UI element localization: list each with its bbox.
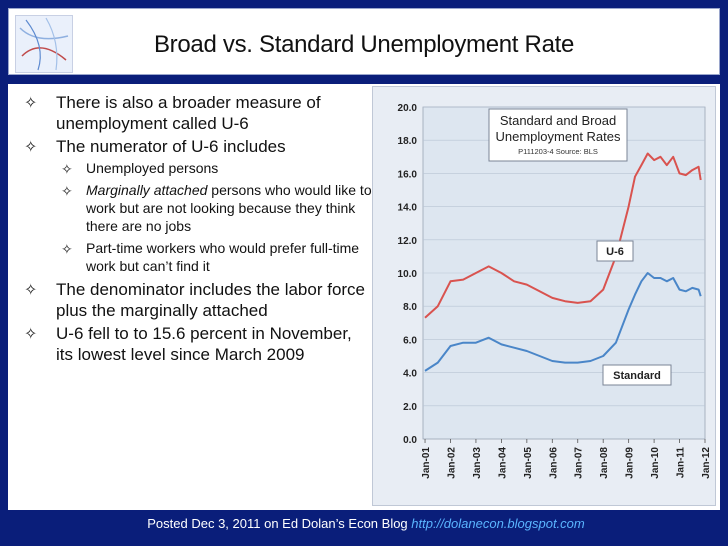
x-tick-label: Jan-06: [548, 447, 560, 479]
unemployment-chart: [373, 87, 715, 505]
y-tick-label: 12.0: [397, 235, 417, 247]
x-tick-label: Jan-05: [522, 447, 534, 479]
standard-label: Standard: [613, 370, 661, 382]
sub-bullet-3: ✧ Part-time workers who would prefer full-time work but can’t find it: [61, 240, 360, 274]
footer-text: Posted Dec 3, 2011 on Ed Dolan’s Econ Blog: [147, 516, 412, 531]
diamond-star-icon: ✧: [24, 95, 38, 112]
x-tick-label: Jan-11: [675, 447, 687, 479]
y-tick-label: 16.0: [397, 169, 417, 181]
blog-link[interactable]: http://dolanecon.blogspot.com: [411, 516, 585, 531]
diamond-star-icon: ✧: [61, 161, 73, 177]
bullet-3: ✧ The denominator includes the labor force plus the marginally attached: [24, 280, 366, 320]
bullet-1: ✧ There is also a broader measure of unemployment called U-6: [24, 93, 321, 133]
title-bar: [8, 8, 720, 75]
diamond-star-icon: ✧: [61, 241, 73, 257]
chart-panel: [372, 86, 716, 506]
bullet-2: ✧ The numerator of U-6 includes: [24, 137, 286, 156]
x-tick-label: Jan-10: [650, 447, 662, 479]
x-tick-label: Jan-08: [599, 447, 611, 479]
x-tick-label: Jan-07: [573, 447, 585, 479]
diamond-star-icon: ✧: [24, 282, 38, 299]
sub-bullet-2: ✧ Marginally attached persons who would like to work but are not looking because they think there are no jobs: [61, 182, 372, 234]
y-tick-label: 8.0: [403, 302, 417, 314]
diamond-star-icon: ✧: [61, 183, 73, 199]
y-tick-label: 0.0: [403, 435, 417, 446]
y-tick-label: 10.0: [397, 269, 417, 280]
u6-label: U-6: [606, 246, 624, 258]
x-tick-label: Jan-01: [421, 447, 433, 479]
chart-title-line1: Standard and Broad: [499, 113, 617, 128]
y-tick-label: 4.0: [403, 368, 417, 380]
diamond-star-icon: ✧: [24, 326, 38, 343]
x-tick-label: Jan-02: [446, 447, 458, 479]
x-tick-label: Jan-04: [497, 447, 509, 479]
y-tick-label: 2.0: [403, 401, 417, 413]
body-panel: [8, 84, 720, 510]
y-tick-label: 14.0: [397, 202, 417, 214]
marginally-attached-emphasis: Marginally attached: [86, 182, 208, 198]
bullet-list: [18, 92, 373, 367]
x-tick-label: Jan-03: [471, 447, 483, 479]
chart-subtitle: P111203-4 Source: BLS: [518, 147, 598, 156]
y-tick-label: 6.0: [403, 335, 417, 347]
slide-title: Broad vs. Standard Unemployment Rate: [153, 31, 575, 58]
sub-bullet-1: ✧ Unemployed persons: [61, 160, 219, 177]
x-tick-label: Jan-12: [701, 447, 712, 479]
diamond-star-icon: ✧: [24, 139, 38, 156]
x-tick-label: Jan-09: [624, 447, 636, 479]
y-tick-label: 18.0: [397, 136, 417, 148]
y-tick-label: 20.0: [397, 103, 417, 114]
chart-title-line2: Unemployment Rates: [495, 129, 621, 144]
bullet-4: ✧ U-6 fell to to 15.6 percent in November, its lowest level since March 2009: [24, 324, 352, 364]
footer: [0, 516, 728, 531]
